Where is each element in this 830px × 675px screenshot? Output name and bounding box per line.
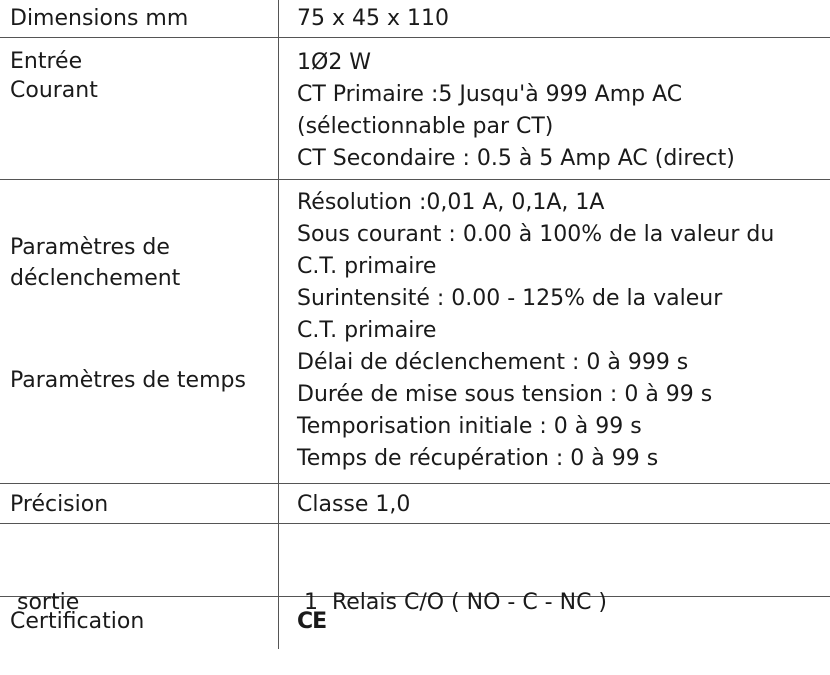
value-cell [297, 607, 326, 636]
value-line: Sous courant : 0.00 à 100% de la valeur du [297, 222, 775, 247]
label-cell [10, 607, 144, 636]
value-line: Temporisation initiale : 0 à 99 s [297, 414, 642, 439]
value-line: Résolution :0,01 A, 0,1A, 1A [297, 190, 605, 215]
label-cell [10, 366, 246, 395]
value-line: Temps de récupération : 0 à 99 s [297, 446, 659, 471]
label-line: Dimensions mm [10, 6, 189, 31]
label-line: Courant [10, 78, 98, 103]
label-cell [10, 490, 108, 519]
label-cell [10, 233, 180, 295]
value-line: C.T. primaire [297, 254, 437, 279]
value-line: 1 Relais C/O ( NO - C - NC ) [297, 590, 608, 615]
value-line: 75 x 45 x 110 [297, 6, 449, 31]
value-line: (sélectionnable par CT) [297, 114, 554, 139]
label-line: Paramètres de temps [10, 368, 246, 393]
label-line: sortie [10, 590, 80, 615]
column-divider [278, 0, 279, 649]
value-line: C.T. primaire [297, 318, 437, 343]
value-line: 1Ø2 W [297, 50, 372, 75]
value-line: Classe 1,0 [297, 492, 411, 517]
ce-mark-icon: CE [297, 609, 327, 634]
label-cell [10, 4, 188, 33]
value-line: Durée de mise sous tension : 0 à 99 s [297, 382, 713, 407]
label-line: déclenchement [10, 266, 181, 291]
value-line: CT Primaire :5 Jusqu'à 999 Amp AC [297, 82, 683, 107]
row-divider [0, 37, 830, 38]
value-cell [297, 4, 449, 33]
row-divider [0, 179, 830, 180]
label-line: Certification [10, 609, 145, 634]
label-cell [10, 530, 79, 675]
row-divider [0, 523, 830, 524]
value-cell [297, 490, 410, 519]
value-line: Surintensité : 0.00 - 125% de la valeur [297, 286, 723, 311]
label-line: Précision [10, 492, 109, 517]
value-line: Délai de déclenchement : 0 à 999 s [297, 350, 689, 375]
label-line: Paramètres de [10, 235, 170, 260]
label-cell [10, 47, 98, 105]
row-divider [0, 483, 830, 484]
label-line: Entrée [10, 49, 83, 74]
value-cell [297, 530, 607, 675]
value-cell [297, 187, 774, 475]
value-cell [297, 47, 735, 175]
value-line: CT Secondaire : 0.5 à 5 Amp AC (direct) [297, 146, 735, 171]
